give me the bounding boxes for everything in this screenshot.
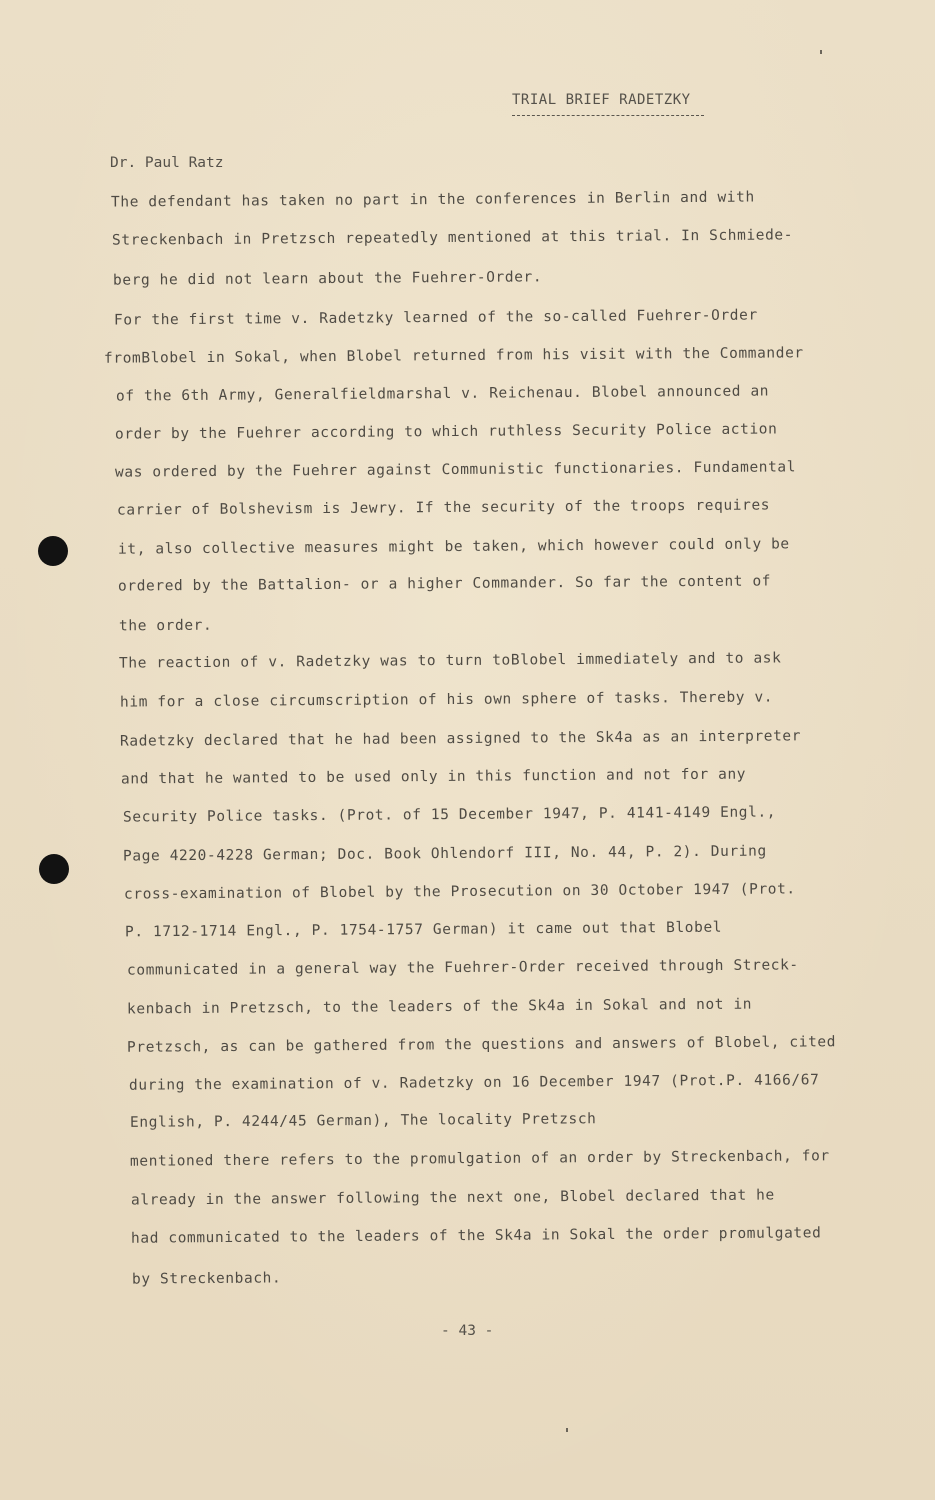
page-number: - 43 - [441, 1323, 494, 1339]
body-line: the order. [118, 617, 213, 635]
body-line: cross-examination of Blobel by the Prosecution on 30 October 1947 (Prot. [123, 881, 796, 903]
paper-speck [566, 1428, 568, 1432]
body-line: berg he did not learn about the Fuehrer-Order. [112, 269, 543, 289]
body-line: English, P. 4244/45 German), The locality Pretzsch [129, 1111, 597, 1131]
body-line: during the examination of v. Radetzky on 16 December 1947 (Prot.P. 4166/67 [128, 1072, 820, 1094]
body-line: mentioned there refers to the promulgation of an order by Streckenbach, for [129, 1148, 830, 1170]
paper-speck [820, 50, 822, 54]
body-line: The reaction of v. Radetzky was to turn toBlobel immediately and to ask [118, 650, 782, 672]
body-line: it, also collective measures might be taken, which however could only be [117, 536, 790, 558]
body-line: fromBlobel in Sokal, when Blobel returned from his visit with the Commander [103, 345, 804, 367]
body-line: him for a close circumscription of his own sphere of tasks. Thereby v. [119, 689, 774, 711]
document-title: TRIAL BRIEF RADETZKY [512, 92, 691, 108]
body-line: and that he wanted to be used only in this function and not for any [120, 766, 747, 788]
body-line: already in the answer following the next one, Blobel declared that he [130, 1187, 775, 1209]
binder-hole [38, 536, 68, 566]
body-line: Pretzsch, as can be gathered from the questions and answers of Blobel, cited [126, 1034, 837, 1056]
title-underline [512, 115, 704, 116]
body-line: had communicated to the leaders of the Sk4a in Sokal the order promulgated [130, 1225, 822, 1247]
body-line: was ordered by the Fuehrer against Communistic functionaries. Fundamental [114, 459, 797, 481]
body-line: kenbach in Pretzsch, to the leaders of the Sk4a in Sokal and not in [126, 996, 753, 1018]
body-line: Radetzky declared that he had been assigned to the Sk4a as an interpreter [119, 728, 802, 750]
body-line: by Streckenbach. [131, 1270, 282, 1288]
body-line: communicated in a general way the Fuehrer-Order received through Streck- [126, 957, 799, 979]
body-line: The defendant has taken no part in the conferences in Berlin and with [110, 189, 755, 211]
binder-hole [39, 854, 69, 884]
body-line: carrier of Bolshevism is Jewry. If the security of the troops requires [116, 497, 771, 519]
body-line: P. 1712-1714 Engl., P. 1754-1757 German) it came out that Blobel [124, 919, 723, 941]
body-line: order by the Fuehrer according to which ruthless Security Police action [114, 421, 778, 443]
addressee-line: Dr. Paul Ratz [110, 155, 224, 171]
body-line: of the 6th Army, Generalfieldmarshal v. Reichenau. Blobel announced an [115, 383, 770, 405]
body-line: ordered by the Battalion- or a higher Commander. So far the content of [117, 573, 772, 595]
body-line: Streckenbach in Pretzsch repeatedly mentioned at this trial. In Schmiede- [111, 227, 794, 249]
body-line: Page 4220-4228 German; Doc. Book Ohlendorf III, No. 44, P. 2). During [122, 843, 767, 865]
body-line: For the first time v. Radetzky learned of the so-called Fuehrer-Order [113, 307, 758, 329]
body-line: Security Police tasks. (Prot. of 15 December 1947, P. 4141-4149 Engl., [122, 804, 777, 826]
